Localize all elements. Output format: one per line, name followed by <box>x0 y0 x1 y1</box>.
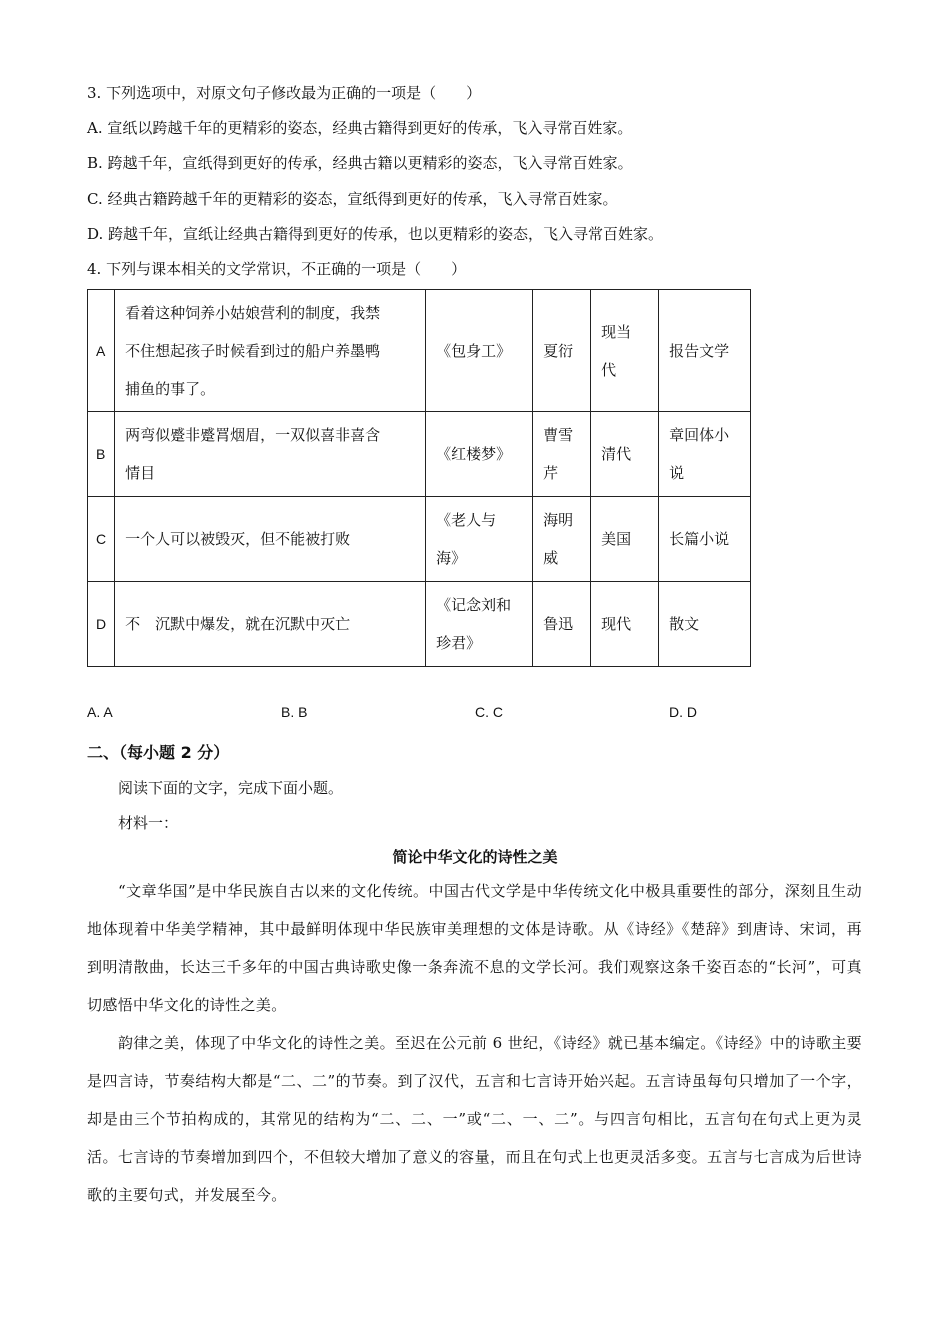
author-cell: 夏衍 <box>533 290 591 412</box>
work-cell: 《红楼梦》 <box>426 412 533 497</box>
row-key: C <box>88 497 115 582</box>
paragraph-1: “文章华国”是中华民族自古以来的文化传统。中国古代文学是中华传统文化中极具重要性的部分，深刻且生动地体现着中华美学精神，其中最鲜明体现中华民族审美理想的文体是诗歌。从《诗经》《楚辞》到唐诗、宋词，再到明清散曲，长达三千多年的中国古典诗歌史像一条奔流不息的文学长河。我们观察这条千姿百态的“长河”，可真切感悟中华文化的诗性之美。 <box>87 882 862 1014</box>
q3-option-c: C. 经典古籍跨越千年的更精彩的姿态，宣纸得到更好的传承，飞入寻常百姓家。 <box>87 190 618 208</box>
question-4-stem: 4. 下列与课本相关的文学常识，不正确的一项是（ ） <box>87 260 467 278</box>
genre-cell: 章回体小 说 <box>659 412 751 497</box>
material-label: 材料一： <box>118 814 179 832</box>
era-cell: 现代 <box>591 582 659 667</box>
literature-table <box>87 289 751 667</box>
paragraph-2: 韵律之美，体现了中华文化的诗性之美。至迟在公元前 6 世纪，《诗经》就已基本编定。《诗经》中的诗歌主要是四言诗，节奏结构大都是“二、二”的节奏。到了汉代，五言和七言诗开始兴起。五言诗虽每句只增加了一个字，却是由三个节拍构成的，其常见的结构为“二、二、一”或“二、一、二”。与四言句相比，五言句在句式上更为灵活。七言诗的节奏增加到四个，不但较大增加了意义的容量，而且在句式上也更灵活多变。五言与七言成为后世诗歌的主要句式，并发展至今。 <box>87 1034 862 1204</box>
q3-option-a: A. 宣纸以跨越千年的更精彩的姿态，经典古籍得到更好的传承，飞入寻常百姓家。 <box>87 119 633 137</box>
quote-cell: 两弯似蹙非蹙罥烟眉，一双似喜非喜含 情目 <box>115 412 426 497</box>
table-row <box>88 412 751 497</box>
author-cell: 鲁迅 <box>533 582 591 667</box>
row-key: A <box>88 290 115 412</box>
choice-d: D. D <box>669 704 697 720</box>
work-cell: 《老人与 海》 <box>426 497 533 582</box>
row-key: B <box>88 412 115 497</box>
genre-cell: 长篇小说 <box>659 497 751 582</box>
choice-c: C. C <box>475 704 503 720</box>
quote-cell: 不 沉默中爆发，就在沉默中灭亡 <box>115 582 426 667</box>
author-cell: 曹雪 芹 <box>533 412 591 497</box>
table-row <box>88 497 751 582</box>
author-cell: 海明 威 <box>533 497 591 582</box>
table-row <box>88 582 751 667</box>
table-row <box>88 290 751 412</box>
q3-option-d: D. 跨越千年，宣纸让经典古籍得到更好的传承，也以更精彩的姿态，飞入寻常百姓家。 <box>87 225 664 243</box>
era-cell: 美国 <box>591 497 659 582</box>
section-heading: 二、（每小题 2 分） <box>87 743 230 762</box>
question-3-stem: 3. 下列选项中，对原文句子修改最为正确的一项是（ ） <box>87 84 482 102</box>
section-intro: 阅读下面的文字，完成下面小题。 <box>118 779 344 797</box>
era-cell: 现当 代 <box>591 290 659 412</box>
choice-a: A. A <box>87 704 113 720</box>
genre-cell: 报告文学 <box>659 290 751 412</box>
choice-b: B. B <box>281 704 308 720</box>
quote-cell: 一个人可以被毁灭，但不能被打败 <box>115 497 426 582</box>
row-key: D <box>88 582 115 667</box>
article-title: 简论中华文化的诗性之美 <box>392 848 558 866</box>
genre-cell: 散文 <box>659 582 751 667</box>
work-cell: 《记念刘和 珍君》 <box>426 582 533 667</box>
q3-option-b: B. 跨越千年，宣纸得到更好的传承，经典古籍以更精彩的姿态，飞入寻常百姓家。 <box>87 154 633 172</box>
era-cell: 清代 <box>591 412 659 497</box>
quote-cell: 看着这种饲养小姑娘营利的制度，我禁 不住想起孩子时候看到过的船户养墨鸭 捕鱼的事了。 <box>115 290 426 412</box>
work-cell: 《包身工》 <box>426 290 533 412</box>
